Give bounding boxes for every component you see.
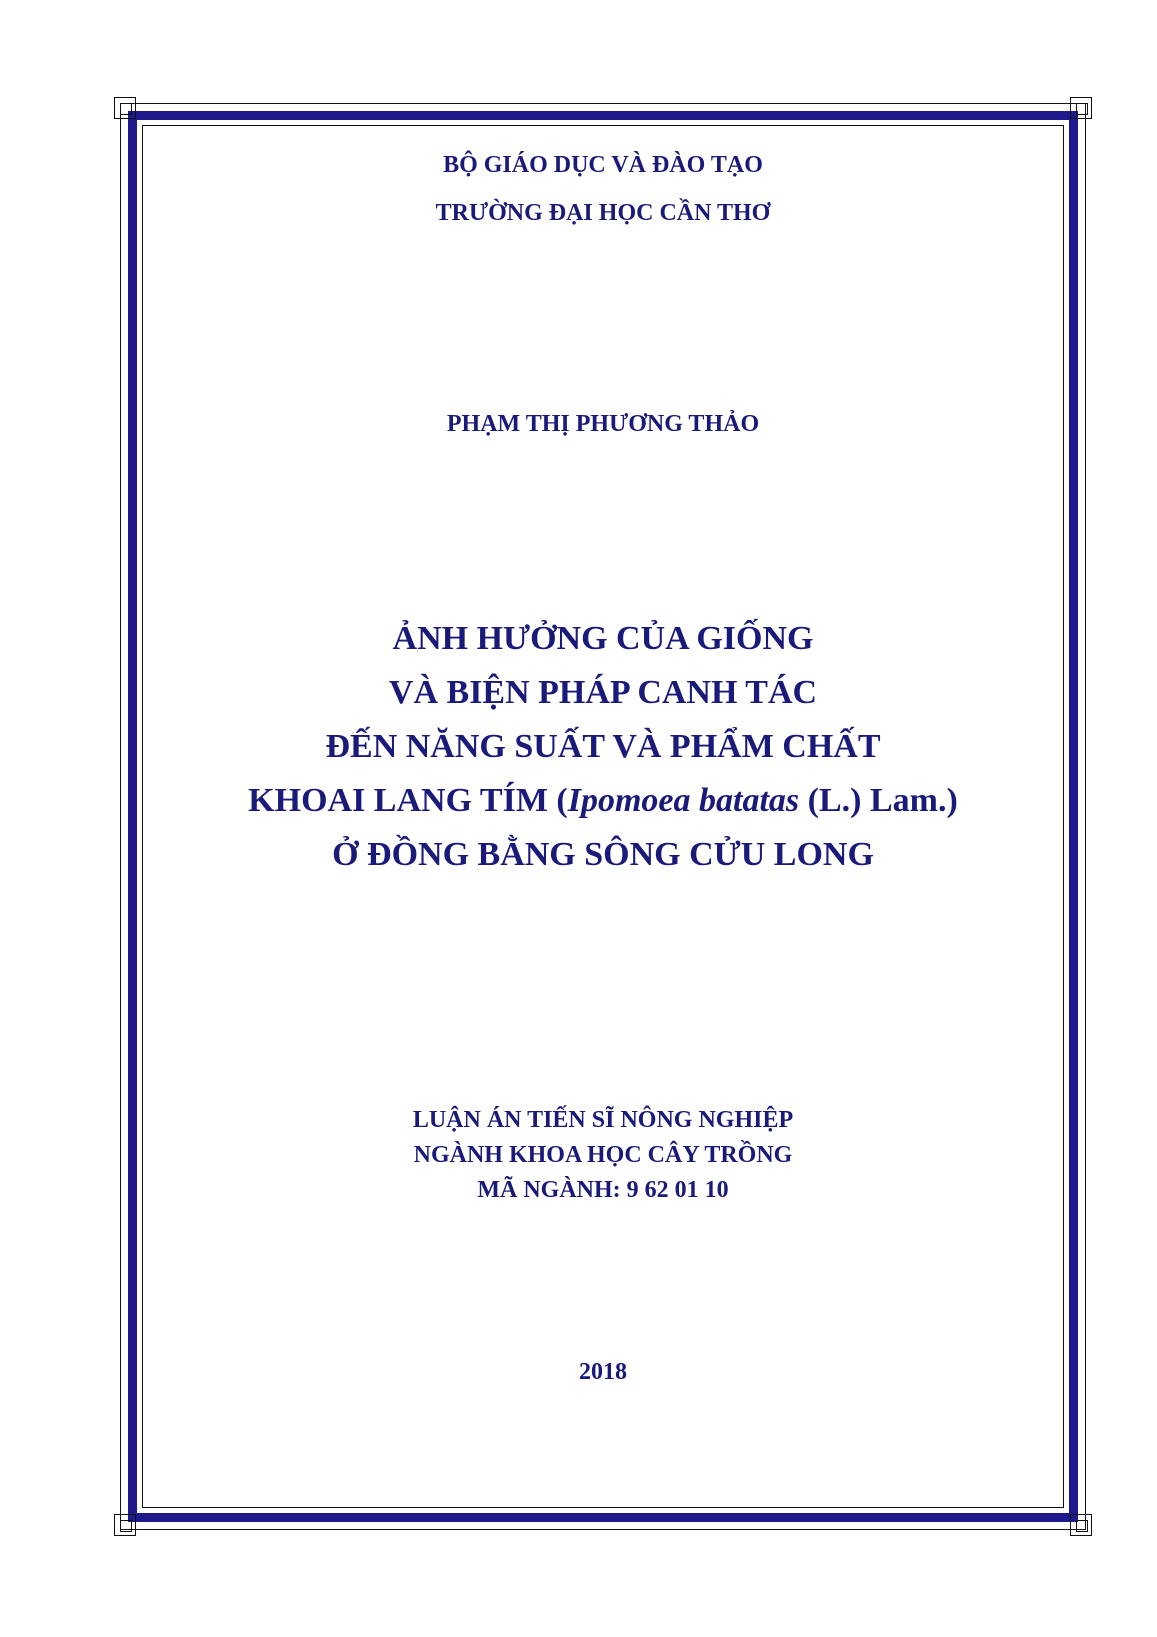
- title-line-3: ĐẾN NĂNG SUẤT VÀ PHẨM CHẤT: [325, 728, 881, 765]
- frame-corner-bottom-right: [1070, 1514, 1092, 1536]
- title-line-4-pre: KHOAI LANG TÍM (: [248, 782, 568, 819]
- frame-corner-top-right: [1070, 97, 1092, 119]
- frame-corner-top-left: [114, 97, 136, 119]
- title-line-5: Ở ĐỒNG BẰNG SÔNG CỬU LONG: [332, 836, 874, 873]
- title-scientific-name: Ipomoea batatas: [567, 782, 800, 819]
- degree-type: LUẬN ÁN TIẾN SĨ NÔNG NGHIỆP: [412, 1107, 794, 1133]
- ministry-name: BỘ GIÁO DỤC VÀ ĐÀO TẠO: [443, 152, 763, 178]
- degree-code: MÃ NGÀNH: 9 62 01 10: [477, 1177, 729, 1203]
- author-block: [150, 412, 1056, 436]
- author-name: PHẠM THỊ PHƯƠNG THẢO: [446, 411, 760, 437]
- title-line-2: VÀ BIỆN PHÁP CANH TÁC: [388, 674, 818, 711]
- title-line-1: ẢNH HƯỞNG CỦA GIỐNG: [392, 620, 814, 657]
- year: 2018: [579, 1359, 627, 1385]
- thesis-title: [150, 612, 1056, 882]
- institution-header: [150, 153, 1056, 225]
- title-line-4: [150, 774, 1056, 828]
- degree-major: NGÀNH KHOA HỌC CÂY TRỒNG: [413, 1142, 793, 1168]
- frame-corner-bottom-left: [114, 1514, 136, 1536]
- title-line-4-post: (L.) Lam.): [799, 782, 958, 819]
- university-name: TRƯỜNG ĐẠI HỌC CẦN THƠ: [435, 200, 771, 226]
- degree-block: [150, 1103, 1056, 1208]
- year-block: [150, 1360, 1056, 1384]
